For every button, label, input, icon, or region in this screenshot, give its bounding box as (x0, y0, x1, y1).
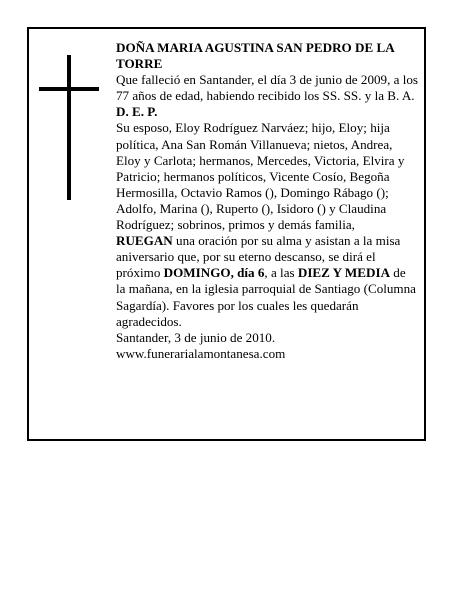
request-text-3: de la mañana, en la iglesia parroquial de Santiago (Columna Sagardía). Favores por los cuales les quedarán agradecidos. (116, 265, 416, 329)
deceased-name: DOÑA MARIA AGUSTINA SAN PEDRO DE LA TORRE (116, 40, 394, 72)
cross-vertical-bar (67, 55, 71, 200)
ruegan-label: RUEGAN (116, 233, 173, 249)
request-text-2: , a las (264, 265, 298, 281)
mass-time: DIEZ Y MEDIA (297, 265, 391, 281)
mass-day: DOMINGO, día 6 (163, 265, 265, 281)
funeral-home-website[interactable]: www.funerarialamontanesa.com (116, 345, 286, 361)
cross-icon (39, 55, 99, 200)
mass-request (116, 233, 418, 330)
death-info: Que falleció en Santander, el día 3 de junio de 2009, a los 77 años de edad, habiendo recibido los SS. SS. y la B. A. (116, 72, 418, 104)
rip-line: D. E. P. (116, 104, 158, 120)
place-date: Santander, 3 de junio de 2010. (116, 329, 276, 345)
notice-body (116, 40, 418, 362)
request-text-1: una oración por su alma y asistan a la misa aniversario que, por su eterno descanso, se dirá el próximo (116, 233, 401, 281)
obituary-notice (27, 27, 426, 441)
family-list: Su esposo, Eloy Rodríguez Narváez; hijo, Eloy; hija política, Ana San Román Villanueva; nietos, Andrea, Eloy y Carlota; hermanos, Mercedes, Victoria, Elvira y Patricio; hermanos políticos, Vicente Cosío, Begoña Hermosilla, Octavio Ramos (), Domingo Rábago (); Adolfo, Marina (), Ruperto (), Isidoro () y Claudina Rodríguez; sobrinos, primos y demás familia, (116, 120, 405, 233)
cross-horizontal-bar (39, 87, 99, 91)
